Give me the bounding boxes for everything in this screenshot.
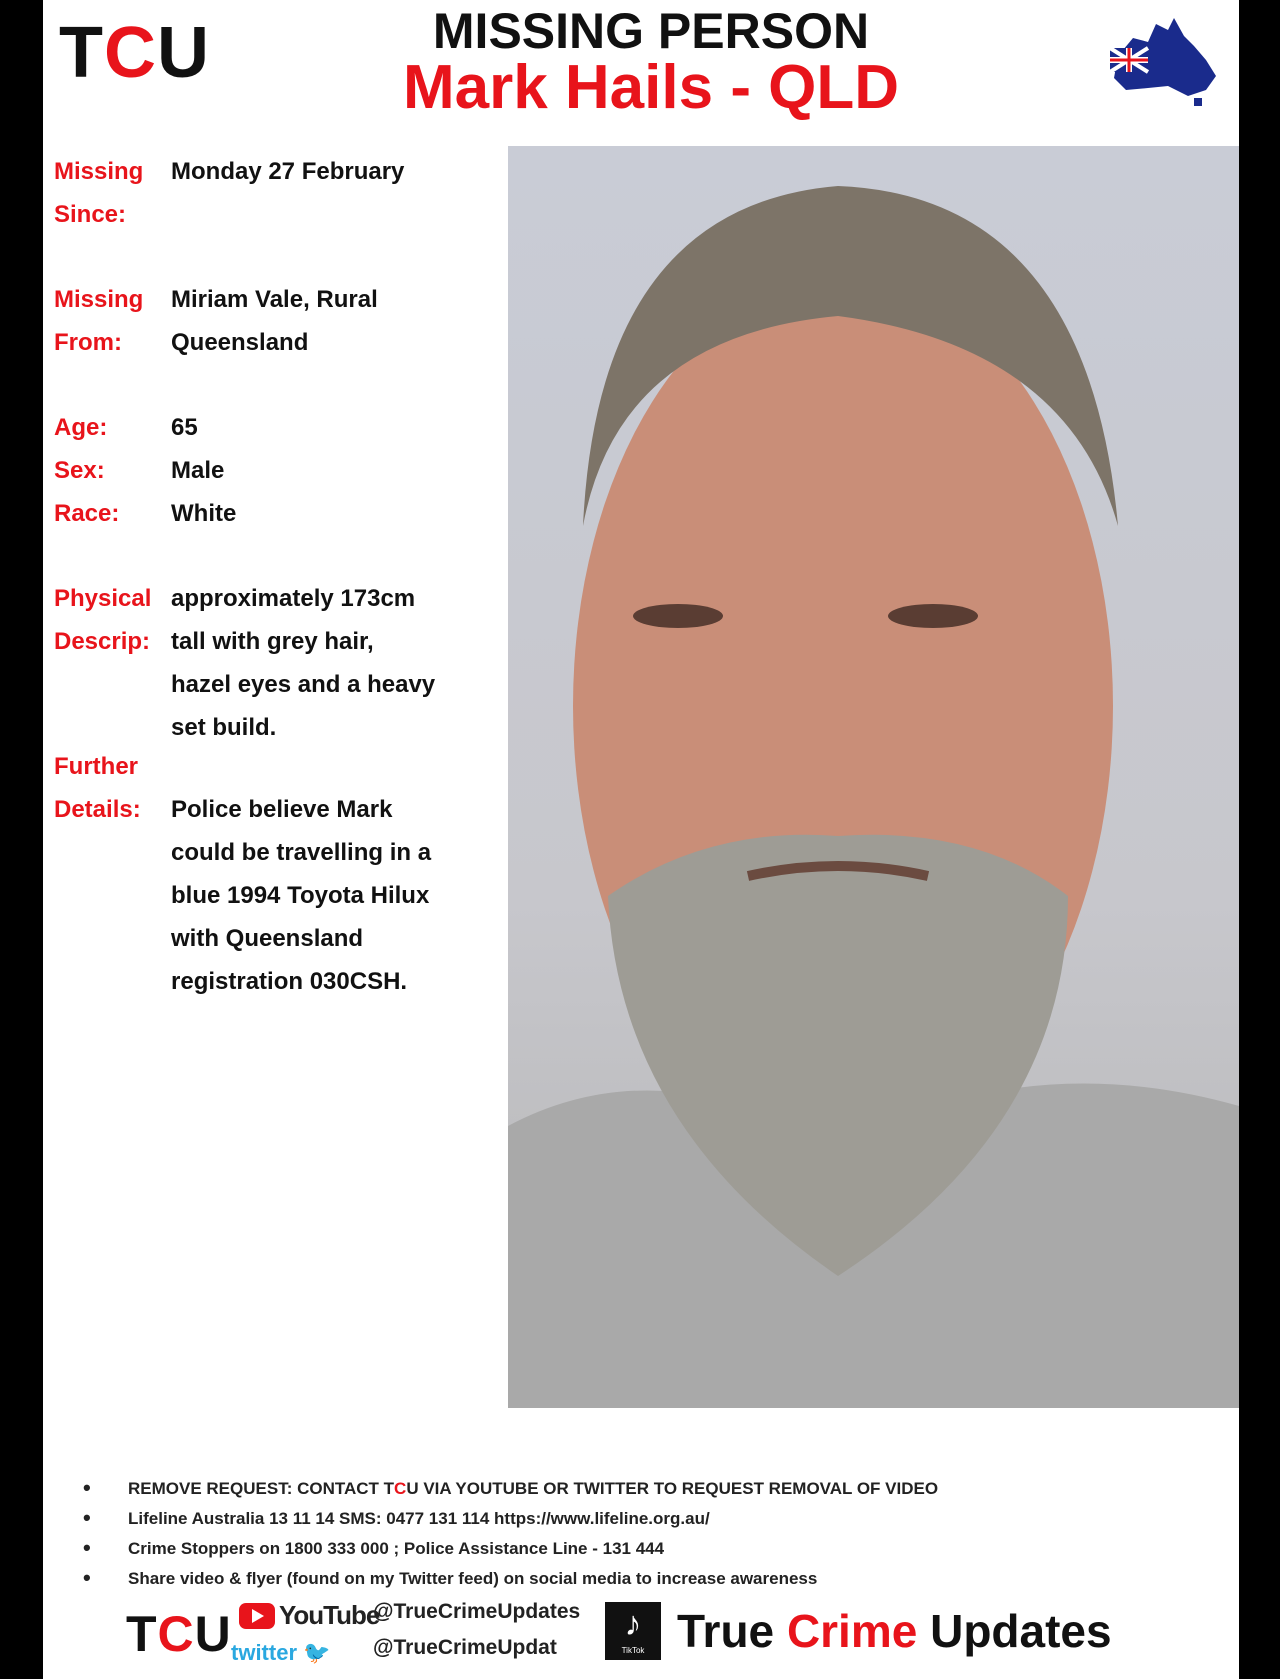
value-race: White bbox=[171, 500, 237, 527]
label-missing-from: Missing From: bbox=[54, 286, 144, 356]
flyer-title: MISSING PERSON bbox=[432, 3, 870, 59]
tiktok-icon[interactable]: ♪ TikTok bbox=[605, 1602, 661, 1660]
value-sex: Male bbox=[171, 457, 225, 484]
value-physical-description: approximately 173cm tall with grey hair, hazel eyes and a heavy set build. bbox=[171, 585, 436, 741]
value-missing-since: Monday 27 February bbox=[171, 158, 405, 185]
youtube-icon bbox=[239, 1603, 275, 1629]
person-name: Mark Hails - QLD bbox=[402, 53, 900, 122]
label-physical-description: Physical Descrip: bbox=[54, 585, 152, 655]
notice-lifeline: • Lifeline Australia 13 11 14 SMS: 0477 131 114 https://www.lifeline.org.au/ bbox=[83, 1509, 710, 1529]
label-age: Age: bbox=[54, 414, 108, 441]
australia-flag-map-icon bbox=[1108, 16, 1220, 108]
missing-person-flyer bbox=[43, 0, 1239, 1679]
twitter-link[interactable]: twitter 🐦 bbox=[231, 1640, 331, 1665]
tcu-logo: TCU bbox=[59, 13, 210, 93]
value-further-details: Police believe Mark could be travelling in a blue 1994 Toyota Hilux with Queensland registration 030CSH. bbox=[171, 796, 432, 995]
twitter-bird-icon: 🐦 bbox=[297, 1640, 331, 1665]
label-missing-since: Missing Since: bbox=[54, 158, 144, 228]
person-photo bbox=[508, 146, 1239, 1408]
notice-remove-request: • REMOVE REQUEST: CONTACT TCU VIA YOUTUBE OR TWITTER TO REQUEST REMOVAL OF VIDEO bbox=[83, 1479, 938, 1499]
value-age: 65 bbox=[171, 414, 198, 441]
youtube-link[interactable]: YouTube bbox=[239, 1600, 379, 1631]
tcu-footer-logo: TCU bbox=[126, 1606, 232, 1662]
twitter-handle[interactable]: @TrueCrimeUpdat bbox=[373, 1636, 557, 1659]
brand-name: True Crime Updates bbox=[677, 1605, 1112, 1657]
label-sex: Sex: bbox=[54, 457, 105, 484]
label-race: Race: bbox=[54, 500, 120, 527]
notice-share: • Share video & flyer (found on my Twitter feed) on social media to increase awareness bbox=[83, 1569, 817, 1589]
value-missing-from: Miriam Vale, Rural Queensland bbox=[171, 286, 378, 356]
label-further-details: Further Details: bbox=[54, 753, 141, 823]
youtube-handle[interactable]: @TrueCrimeUpdates bbox=[373, 1600, 581, 1623]
notice-crime-stoppers: • Crime Stoppers on 1800 333 000 ; Police Assistance Line - 131 444 bbox=[83, 1539, 664, 1559]
